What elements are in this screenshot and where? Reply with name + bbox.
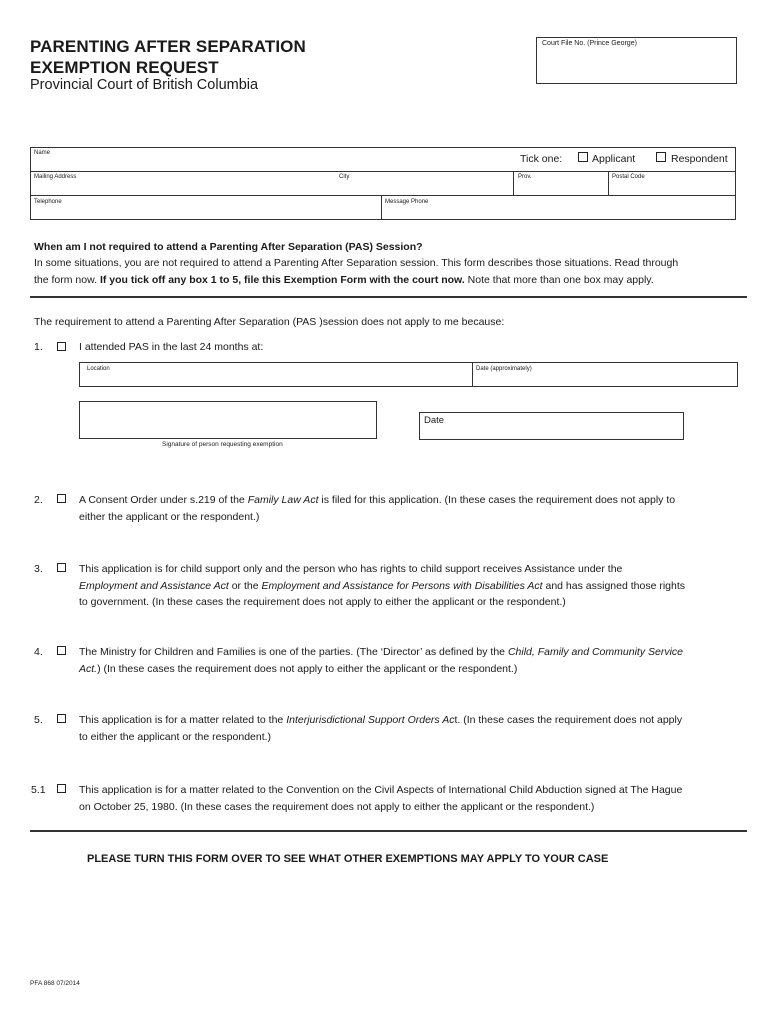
pas-date-field[interactable] [473,363,737,386]
message-phone-field[interactable] [382,196,735,219]
city-field[interactable] [336,172,512,194]
item-3-checkbox[interactable] [57,563,66,572]
form-title: PARENTING AFTER SEPARATION EXEMPTION REQUEST [30,37,306,77]
item-4-checkbox[interactable] [57,646,66,655]
applicant-checkbox[interactable] [578,152,588,162]
item-5-1-checkbox[interactable] [57,784,66,793]
signature-label: Signature of person requesting exemption [162,441,283,448]
item-1-checkbox[interactable] [57,342,66,351]
requirement-statement: The requirement to attend a Parenting After Separation (PAS )session does not apply to me because: [34,316,505,328]
respondent-label: Respondent [671,153,728,165]
item-2-text: A Consent Order under s.219 of the Family Law Act is filed for this application. (In these cases the requirement does not apply to either the applicant or the respondent.) [79,494,676,523]
item-5-text: This application is for a matter related to the Interjurisdictional Support Orders Act. (In these cases the requirement does not apply to either the applicant or the respondent.) [79,714,683,743]
date-label: Date [424,415,445,426]
item-1-text: I attended PAS in the last 24 months at: [79,341,264,353]
item-4-number: 4. [34,646,43,658]
item-5-number: 5. [34,714,43,726]
applicant-label: Applicant [592,153,636,165]
court-name: Provincial Court of British Columbia [30,77,259,93]
city-label: City [339,174,350,180]
item-4-text: The Ministry for Children and Families is one of the parties. (The ‘Director’ as defined by the Child, Family and Community Service Act.) (In these cases the requirement does not apply to either the applicant or the respondent.) [79,646,683,675]
item-2-checkbox[interactable] [57,494,66,503]
name-label: Name [34,150,51,156]
item-3-text: This application is for child support only and the person who has rights to child support receives Assistance under the Employment and Assistance Act or the Employment and Assistance for Persons with Disabilities Act and has assigned those rights to government. (In these cases the requirement does not apply to either the applicant or the respondent.) [79,563,686,608]
mailing-address-label: Mailing Address [34,174,77,180]
item-5-1-number: 5.1 [31,784,46,796]
section-divider [30,296,747,298]
date-approx-label: Date (approximately) [476,366,532,372]
item-2-number: 2. [34,494,43,506]
form-code: PFA 868 07/2014 [30,980,80,987]
intro-heading: When am I not required to attend a Parenting After Separation (PAS) Session? [34,241,423,253]
telephone-field[interactable] [31,196,380,219]
respondent-checkbox[interactable] [656,152,666,162]
signature-date-field[interactable] [419,412,684,440]
postal-code-label: Postal Code [612,174,645,180]
section-divider [30,830,747,832]
intro-text: In some situations, you are not required to attend a Parenting After Separation session. This form describes those situations. Read through the form now. If you tick off any box 1 to 5, file this Exemption Form with the court now. Note that more than one box may apply. [34,257,679,286]
pas-location-field[interactable] [80,363,471,386]
turn-over-note: PLEASE TURN THIS FORM OVER TO SEE WHAT OTHER EXEMPTIONS MAY APPLY TO YOUR CASE [87,853,609,865]
item-5-checkbox[interactable] [57,714,66,723]
signature-field[interactable] [79,401,377,439]
item-3-number: 3. [34,563,43,575]
item-1-number: 1. [34,341,43,353]
mailing-address-field[interactable] [31,172,331,194]
message-phone-label: Message Phone [385,199,429,205]
province-label: Prov. [518,174,532,180]
tick-one-label: Tick one: [520,153,563,165]
telephone-label: Telephone [34,199,62,205]
item-5-1-text: This application is for a matter related to the Convention on the Civil Aspects of International Child Abduction signed at The Hague on October 25, 1980. (In these cases the requirement does not apply to either the applicant or the respondent.) [79,784,683,813]
court-file-number-field[interactable] [536,37,737,84]
location-label: Location [87,366,110,372]
province-field[interactable] [514,172,607,194]
court-file-number-label: Court File No. (Prince George) [542,40,637,47]
name-field[interactable] [31,148,501,170]
postal-code-field[interactable] [609,172,735,194]
